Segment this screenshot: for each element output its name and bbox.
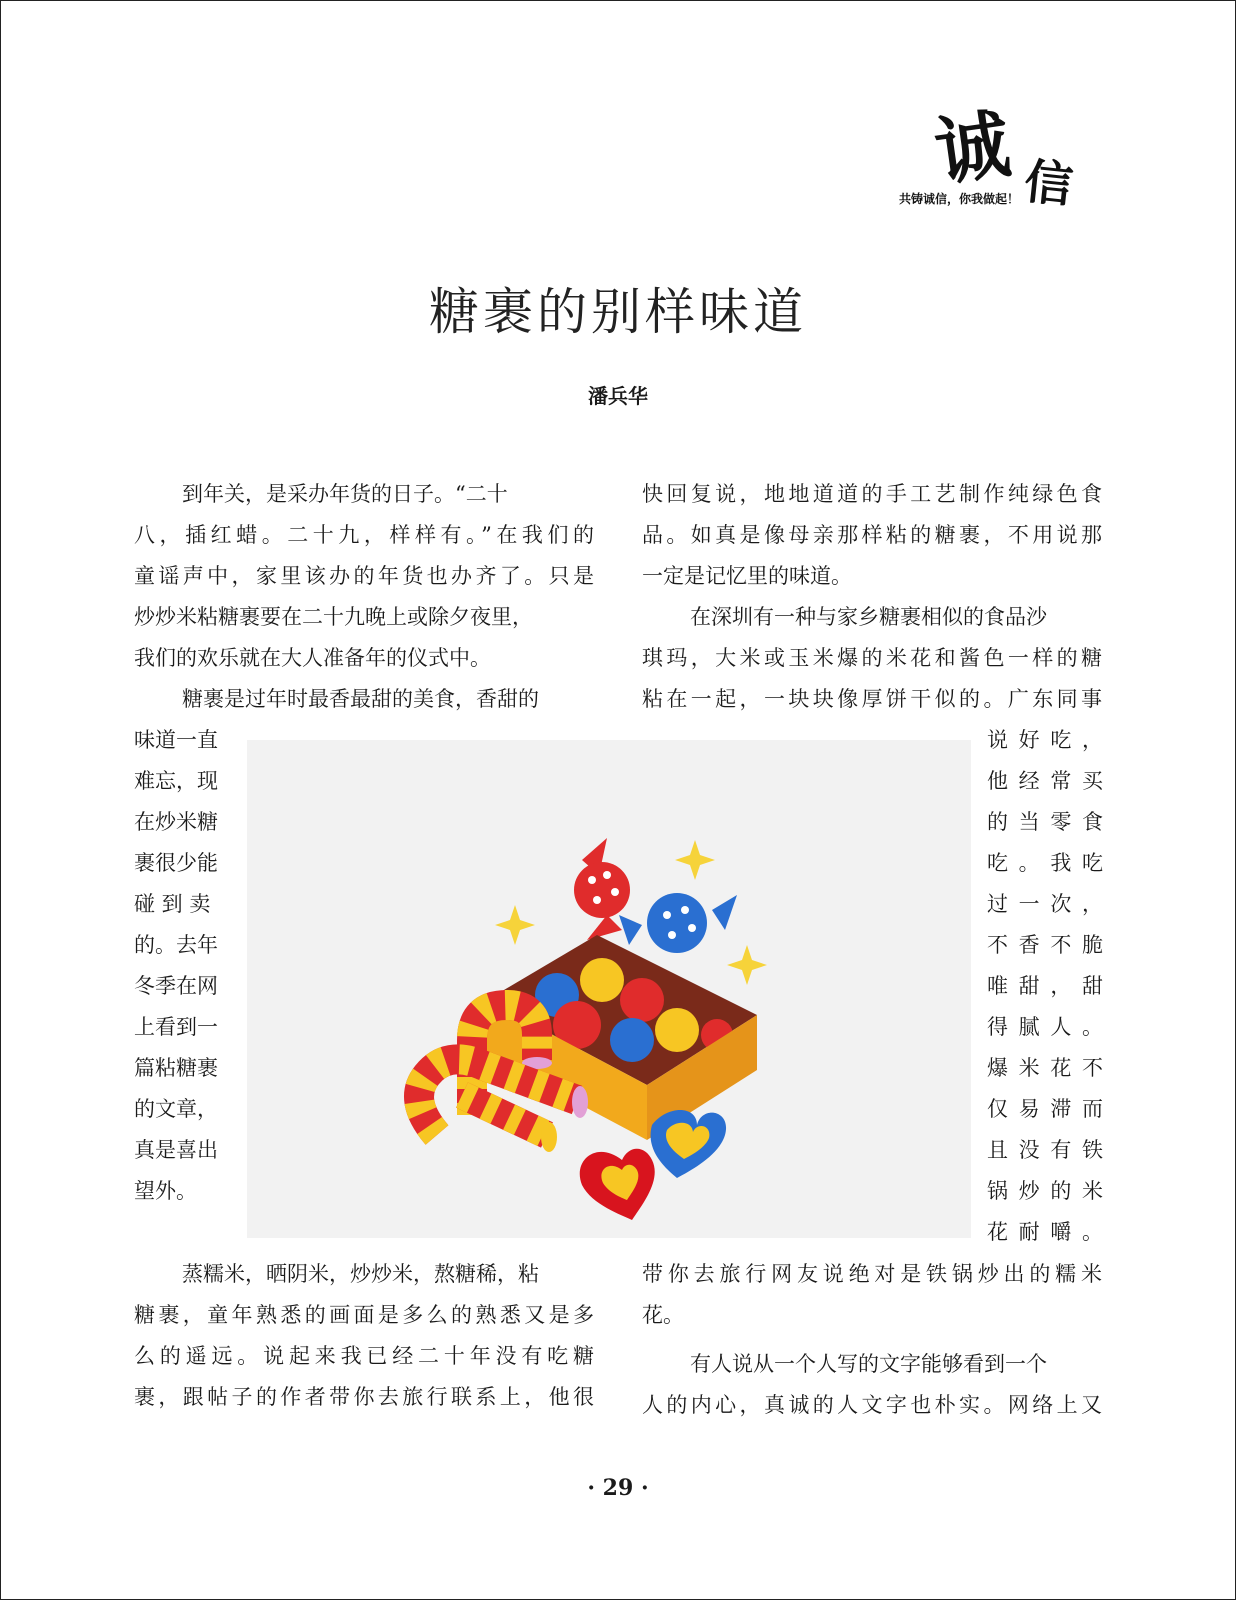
left-wrap-line: 的。去年 — [134, 933, 218, 957]
sparkle-icon — [727, 945, 767, 985]
right-wrap-line: 爆米花不 — [987, 1056, 1103, 1080]
logo-slogan: 共铸诚信，你我做起！ — [899, 192, 1020, 206]
right-bottom-line-2: 花。 — [642, 1303, 684, 1327]
left-wrap-line: 冬季在网 — [134, 974, 218, 998]
right-line-1: 快回复说，地地道道的手工艺制作纯绿色食 — [642, 482, 1102, 506]
article-author: 潘兵华 — [588, 384, 648, 408]
right-wrap-line: 不香不脆 — [987, 933, 1103, 957]
left-line-1: 到年关，是采办年货的日子。“二十 — [182, 482, 508, 506]
left-line-3: 童谣声中，家里该办的年货也办齐了。只是 — [134, 564, 594, 588]
left-line-2: 八，插红蜡。二十九，样样有。”在我们的 — [134, 523, 594, 547]
heart-candy-red — [580, 1149, 655, 1220]
article-title: 糖裹的别样味道 — [429, 283, 807, 341]
left-wrap-line: 难忘，现 — [134, 769, 218, 793]
left-wrap-line: 真是喜出 — [134, 1138, 218, 1162]
wrapped-candy-red — [574, 838, 630, 940]
left-wrap-line: 碰 到 卖 — [134, 892, 211, 916]
left-wrap-line: 裹很少能 — [134, 851, 218, 875]
left-bottom-line-3: 么的遥远。说起来我已经二十年没有吃糖 — [134, 1344, 594, 1368]
right-wrap-line: 说好吃， — [987, 728, 1103, 752]
candy-box-graphic — [247, 740, 971, 1238]
left-bottom-line-2: 糖裹，童年熟悉的画面是多么的熟悉又是多 — [134, 1303, 594, 1327]
left-bottom-line-4: 裹，跟帖子的作者带你去旅行联系上，他很 — [134, 1385, 594, 1409]
left-wrap-line: 篇粘糖裹 — [134, 1056, 218, 1080]
right-wrap-line: 的当零食 — [987, 810, 1103, 834]
left-wrap-line: 望外。 — [134, 1179, 197, 1203]
sparkle-icon — [675, 840, 715, 880]
logo-char-small: 信 — [1021, 153, 1076, 215]
left-line-5: 我们的欢乐就在大人准备年的仪式中。 — [134, 646, 491, 670]
right-bottom-line-1: 带你去旅行网友说绝对是铁锅炒出的糯米 — [642, 1262, 1102, 1286]
left-line-6: 糖裹是过年时最香最甜的美食，香甜的 — [182, 687, 539, 711]
right-bottom-line-3: 有人说从一个人写的文字能够看到一个 — [690, 1352, 1047, 1376]
heart-candy-blue — [651, 1110, 727, 1178]
right-wrap-line: 唯甜，甜 — [987, 974, 1103, 998]
sparkle-icon — [495, 905, 535, 945]
logo-char-big: 诚 — [930, 101, 1016, 197]
right-wrap-line: 仅易滞而 — [987, 1097, 1103, 1121]
right-wrap-line: 过一次， — [987, 892, 1103, 916]
right-line-6: 粘在一起，一块块像厚饼干似的。广东同事 — [642, 687, 1102, 711]
left-wrap-line: 的文章， — [134, 1097, 218, 1121]
right-line-3: 一定是记忆里的味道。 — [642, 564, 852, 588]
left-wrap-line: 上看到一 — [134, 1015, 218, 1039]
candy-box-illustration — [247, 740, 971, 1238]
left-wrap-line: 味道一直 — [134, 728, 218, 752]
right-wrap-line: 他经常买 — [987, 769, 1103, 793]
right-bottom-line-4: 人的内心，真诚的人文字也朴实。网络上又 — [642, 1393, 1102, 1417]
left-bottom-line-1: 蒸糯米，晒阴米，炒炒米，熬糖稀，粘 — [182, 1262, 539, 1286]
right-line-5: 琪玛，大米或玉米爆的米花和酱色一样的糖 — [642, 646, 1102, 670]
left-line-4: 炒炒米粘糖裹要在二十九晚上或除夕夜里， — [134, 605, 533, 629]
right-wrap-line: 锅炒的米 — [987, 1179, 1103, 1203]
right-line-2: 品。如真是像母亲那样粘的糖裹，不用说那 — [642, 523, 1102, 547]
section-logo — [895, 90, 1105, 220]
left-wrap-line: 在炒米糖 — [134, 810, 218, 834]
right-line-4: 在深圳有一种与家乡糖裹相似的食品沙 — [690, 605, 1047, 629]
wrapped-candy-blue — [619, 893, 737, 953]
right-wrap-line: 花耐嚼。 — [987, 1220, 1103, 1244]
right-wrap-line: 吃。我吃 — [987, 851, 1103, 875]
right-wrap-line: 得腻人。 — [987, 1015, 1103, 1039]
page-number: · 29 · — [587, 1475, 649, 1501]
right-wrap-line: 且没有铁 — [987, 1138, 1103, 1162]
